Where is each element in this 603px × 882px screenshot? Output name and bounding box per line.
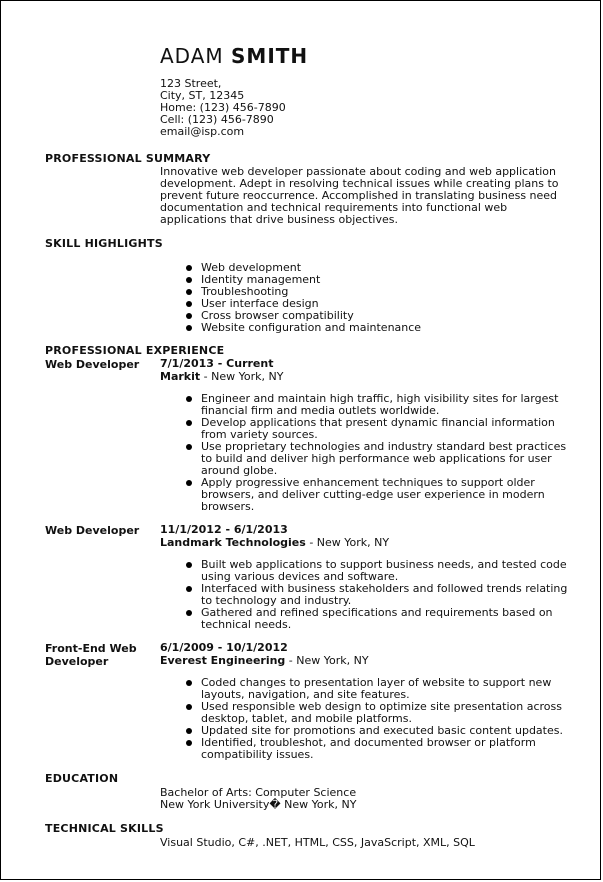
- list-item: Use proprietary technologies and industry standard best practices to build and deliver high performance web applications for user around globe.: [186, 441, 568, 477]
- job-location: - New York, NY: [305, 536, 390, 549]
- skills-heading: SKILL HIGHLIGHTS: [45, 237, 163, 250]
- summary-heading: PROFESSIONAL SUMMARY: [45, 152, 211, 165]
- job-dates: 7/1/2013 - Current: [160, 357, 274, 370]
- job-dates: 6/1/2009 - 10/1/2012: [160, 641, 288, 654]
- technical-heading: TECHNICAL SKILLS: [45, 822, 164, 835]
- address-street: 123 Street,: [160, 77, 222, 90]
- email-address: email@isp.com: [160, 125, 245, 138]
- education-heading: EDUCATION: [45, 772, 119, 785]
- job-bullets: [186, 559, 568, 631]
- job-company: Everest Engineering: [160, 654, 286, 667]
- home-phone: Home: (123) 456-7890: [160, 101, 286, 114]
- job-location: - New York, NY: [285, 654, 369, 667]
- job-bullets: [186, 677, 568, 761]
- job-role: [45, 642, 137, 668]
- first-name: ADAM: [160, 44, 224, 68]
- list-item: Built web applications to support business needs, and tested code using various devices and software.: [186, 559, 568, 583]
- job-company: Landmark Technologies: [160, 536, 306, 549]
- job-company-line: [160, 537, 389, 549]
- list-item: Coded changes to presentation layer of website to support new layouts, navigation, and site features.: [186, 677, 568, 701]
- technical-skills-text: Visual Studio, C#, .NET, HTML, CSS, JavaScript, XML, SQL: [160, 836, 475, 849]
- list-item: Identified, troubleshot, and documented browser or platform compatibility issues.: [186, 737, 568, 761]
- job-role-line: Developer: [45, 655, 109, 668]
- list-item: Used responsible web design to optimize site presentation across desktop, tablet, and mobile platforms.: [186, 701, 568, 725]
- list-item: Engineer and maintain high traffic, high visibility sites for largest financial firm and media outlets worldwide.: [186, 393, 568, 417]
- list-item: Troubleshooting: [186, 286, 421, 298]
- job-role: Web Developer: [45, 358, 140, 371]
- summary-text: Innovative web developer passionate about coding and web application development. Adept in resolving technical issues while creating plans to prevent future reoccurrence. Accomplished in translating business need documentation and technical requirements into functional web applications that drive business objectives.: [160, 165, 559, 226]
- experience-heading: PROFESSIONAL EXPERIENCE: [45, 344, 225, 357]
- education-school: New York University� New York, NY: [160, 798, 357, 811]
- list-item: Web development: [186, 262, 421, 274]
- list-item: Apply progressive enhancement techniques to support older browsers, and deliver cutting-edge user experience in modern browsers.: [186, 477, 568, 513]
- list-item: Develop applications that present dynamic financial information from variety sources.: [186, 417, 568, 441]
- last-name: SMITH: [231, 44, 309, 68]
- job-location: - New York, NY: [200, 370, 284, 383]
- job-company-line: [160, 655, 369, 667]
- list-item: Identity management: [186, 274, 421, 286]
- list-item: User interface design: [186, 298, 421, 310]
- list-item: Cross browser compatibility: [186, 310, 421, 322]
- cell-phone: Cell: (123) 456-7890: [160, 113, 274, 126]
- candidate-name: [160, 44, 308, 68]
- list-item: Gathered and refined specifications and requirements based on technical needs.: [186, 607, 568, 631]
- list-item: Updated site for promotions and executed basic content updates.: [186, 725, 568, 737]
- job-dates: 11/1/2012 - 6/1/2013: [160, 523, 288, 536]
- job-bullets: [186, 393, 568, 513]
- job-role: Web Developer: [45, 524, 140, 537]
- address-city: City, ST, 12345: [160, 89, 245, 102]
- job-company: Markit: [160, 370, 201, 383]
- education-degree: Bachelor of Arts: Computer Science: [160, 786, 357, 799]
- skills-list: [186, 262, 421, 334]
- list-item: Website configuration and maintenance: [186, 322, 421, 334]
- job-company-line: [160, 371, 283, 383]
- job-role-line: Front-End Web: [45, 642, 137, 655]
- list-item: Interfaced with business stakeholders and followed trends relating to technology and industry.: [186, 583, 568, 607]
